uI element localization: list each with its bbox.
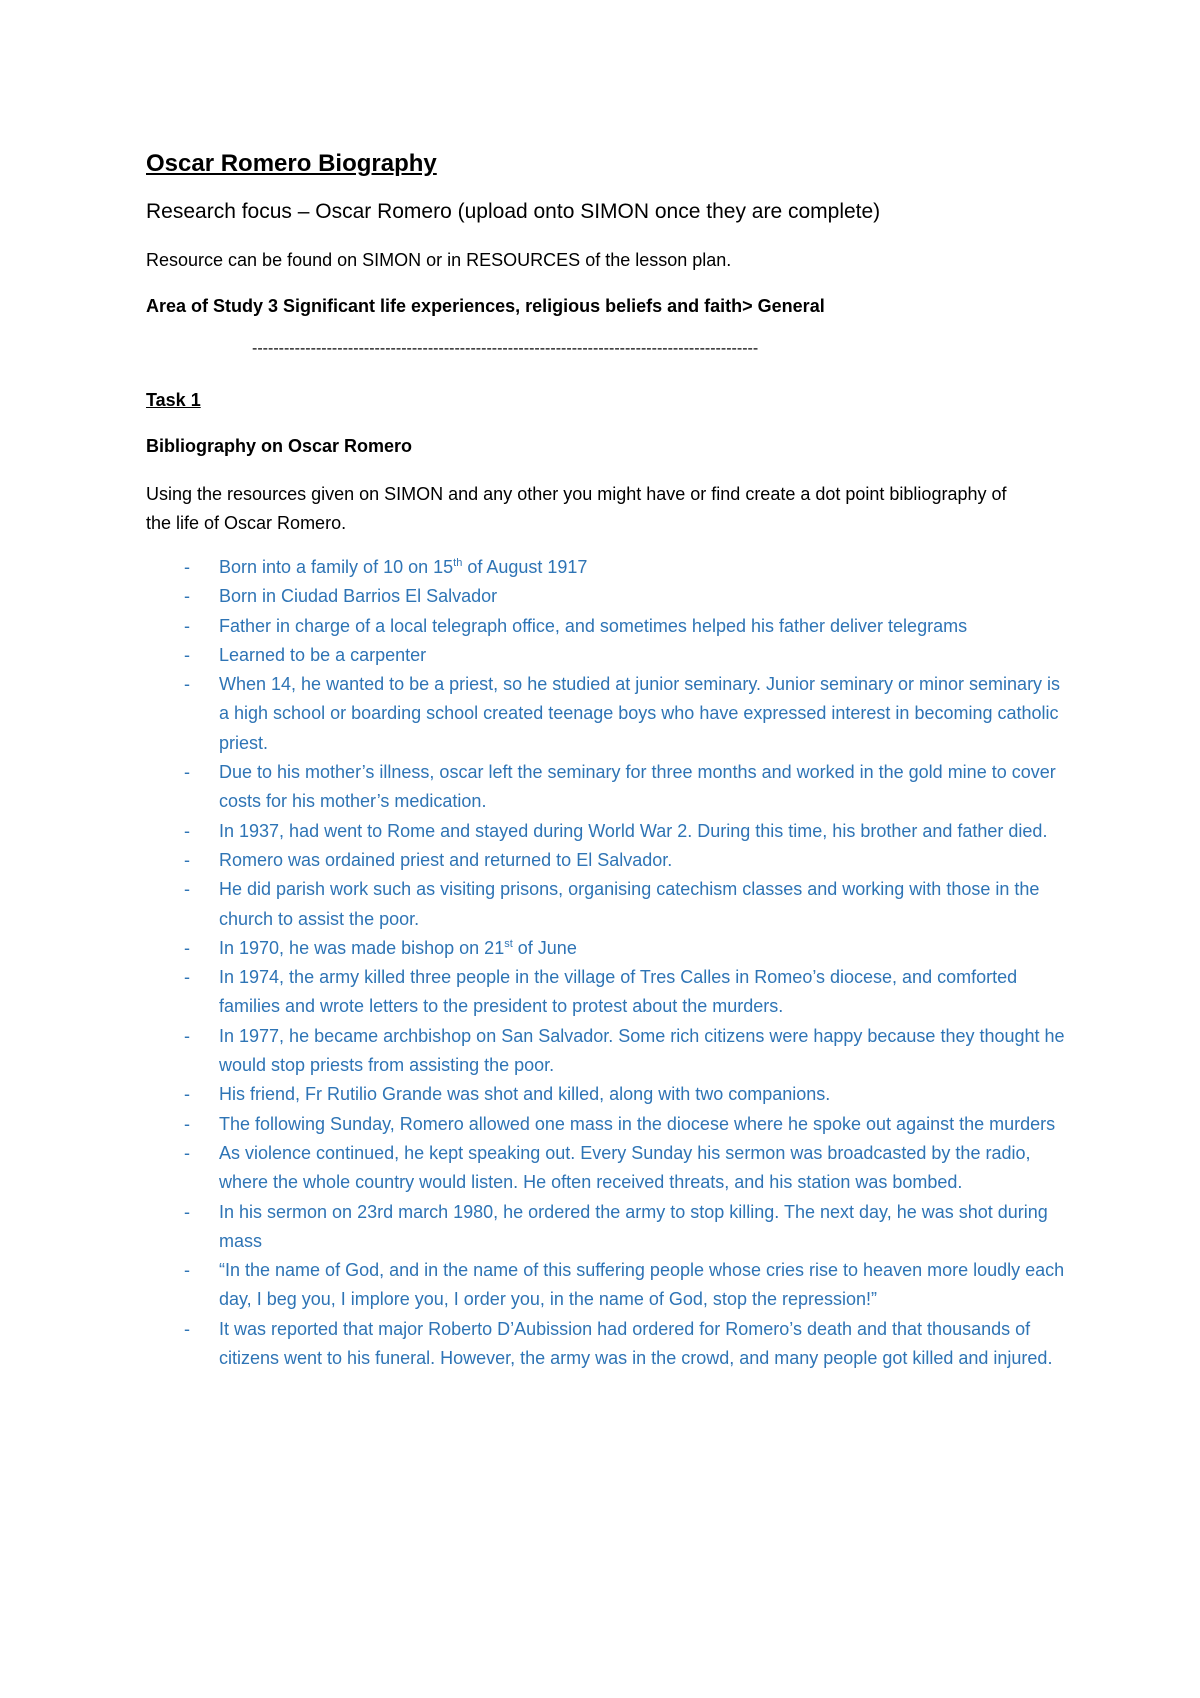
bullet-dash: - [184,674,190,695]
bullet-dash: - [184,1201,190,1222]
bullet-dash: - [184,644,190,665]
bullet-dash: - [184,820,190,841]
list-item [146,963,1066,1022]
list-item-text: Romero was ordained priest and returned to El Salvador. [219,849,673,870]
bullet-dash: - [184,937,190,958]
bullet-dash: - [184,1318,190,1339]
divider-line: ----------------------------------------------------------------------------------------------- [252,340,759,357]
research-focus: Research focus – Oscar Romero (upload onto SIMON once they are complete) [146,200,881,223]
list-item [146,1256,1066,1315]
list-item-text: His friend, Fr Rutilio Grande was shot and killed, along with two companions. [219,1084,831,1105]
list-item [146,553,1066,582]
bullet-dash: - [184,967,190,988]
list-item-text-tail: of August 1917 [462,557,588,577]
list-item-text: Born into a family of 10 on 15 [219,557,454,577]
ordinal-suffix: th [453,557,463,569]
resource-note: Resource can be found on SIMON or in RESOURCES of the lesson plan. [146,250,732,270]
list-item-text: Due to his mother’s illness, oscar left the seminary for three months and worked in the gold mine to cover costs for his mother’s medication. [219,762,1056,812]
list-item-text-tail: of June [512,937,577,958]
list-item-text: In 1977, he became archbishop on San Salvador. Some rich citizens were happy because they thought he would stop priests from assisting the poor. [219,1025,1065,1076]
list-item-text: In 1937, had went to Rome and stayed during World War 2. During this time, his brother and father died. [219,820,1048,841]
bibliography-list [146,553,1066,1373]
section-subheading: Bibliography on Oscar Romero [146,436,413,456]
bullet-dash: - [184,1260,190,1281]
list-item [146,875,1066,934]
list-item [146,670,1066,758]
list-item-text: In 1970, he was made bishop on 21 [219,937,505,958]
list-item [146,641,1066,670]
bullet-dash: - [184,1142,190,1163]
list-item [146,1022,1066,1081]
bullet-dash: - [184,879,190,900]
bullet-dash: - [184,615,190,636]
list-item [146,758,1066,817]
list-item-text: Father in charge of a local telegraph office, and sometimes helped his father deliver telegrams [219,615,968,636]
list-item [146,846,1066,875]
list-item [146,1139,1066,1198]
bullet-dash: - [184,1084,190,1105]
list-item [146,1080,1066,1109]
list-item [146,1198,1066,1257]
page-title: Oscar Romero Biography [146,150,437,177]
bullet-dash: - [184,557,190,577]
list-item-text: The following Sunday, Romero allowed one mass in the diocese where he spoke out against the murders [219,1113,1056,1134]
list-item-text: He did parish work such as visiting prisons, organising catechism classes and working with those in the church to assist the poor. [219,879,1040,929]
list-item [146,1315,1066,1374]
task-instructions: Using the resources given on SIMON and any other you might have or find create a dot point bibliography of the life of Oscar Romero. [146,484,1007,533]
list-item-text: When 14, he wanted to be a priest, so he studied at junior seminary. Junior seminary or minor seminary is a high school or boarding school created teenage boys who have expressed interest in becoming catholic priest. [219,674,1061,753]
list-item-text: In his sermon on 23rd march 1980, he ordered the army to stop killing. The next day, he was shot during mass [219,1201,1048,1251]
list-item [146,817,1066,846]
list-item-text: As violence continued, he kept speaking out. Every Sunday his sermon was broadcasted by the radio, where the whole country would listen. He often received threats, and his station was bombed. [219,1142,1031,1193]
bullet-dash: - [184,849,190,870]
list-item-text: Born in Ciudad Barrios El Salvador [219,586,498,607]
list-item [146,612,1066,641]
list-item-text: In 1974, the army killed three people in the village of Tres Calles in Romeo’s diocese, and comforted families and wrote letters to the president to protest about the murders. [219,967,1018,1017]
list-item [146,934,1066,963]
list-item [146,582,1066,611]
bullet-dash: - [184,762,190,783]
bullet-dash: - [184,1113,190,1134]
ordinal-suffix: st [504,937,513,950]
list-item-text: “In the name of God, and in the name of this suffering people whose cries rise to heaven more loudly each day, I beg you, I implore you, I order you, in the name of God, stop the repression!” [219,1260,1065,1310]
list-item-text: Learned to be a carpenter [219,644,427,665]
list-item [146,1110,1066,1139]
task-label: Task 1 [146,390,201,410]
area-of-study: Area of Study 3 Significant life experiences, religious beliefs and faith> General [146,296,825,316]
list-item-text: It was reported that major Roberto D’Aubission had ordered for Romero’s death and that thousands of citizens went to his funeral. However, the army was in the crowd, and many people got killed and injured. [219,1318,1053,1369]
bullet-dash: - [184,1025,190,1046]
bullet-dash: - [184,586,190,607]
